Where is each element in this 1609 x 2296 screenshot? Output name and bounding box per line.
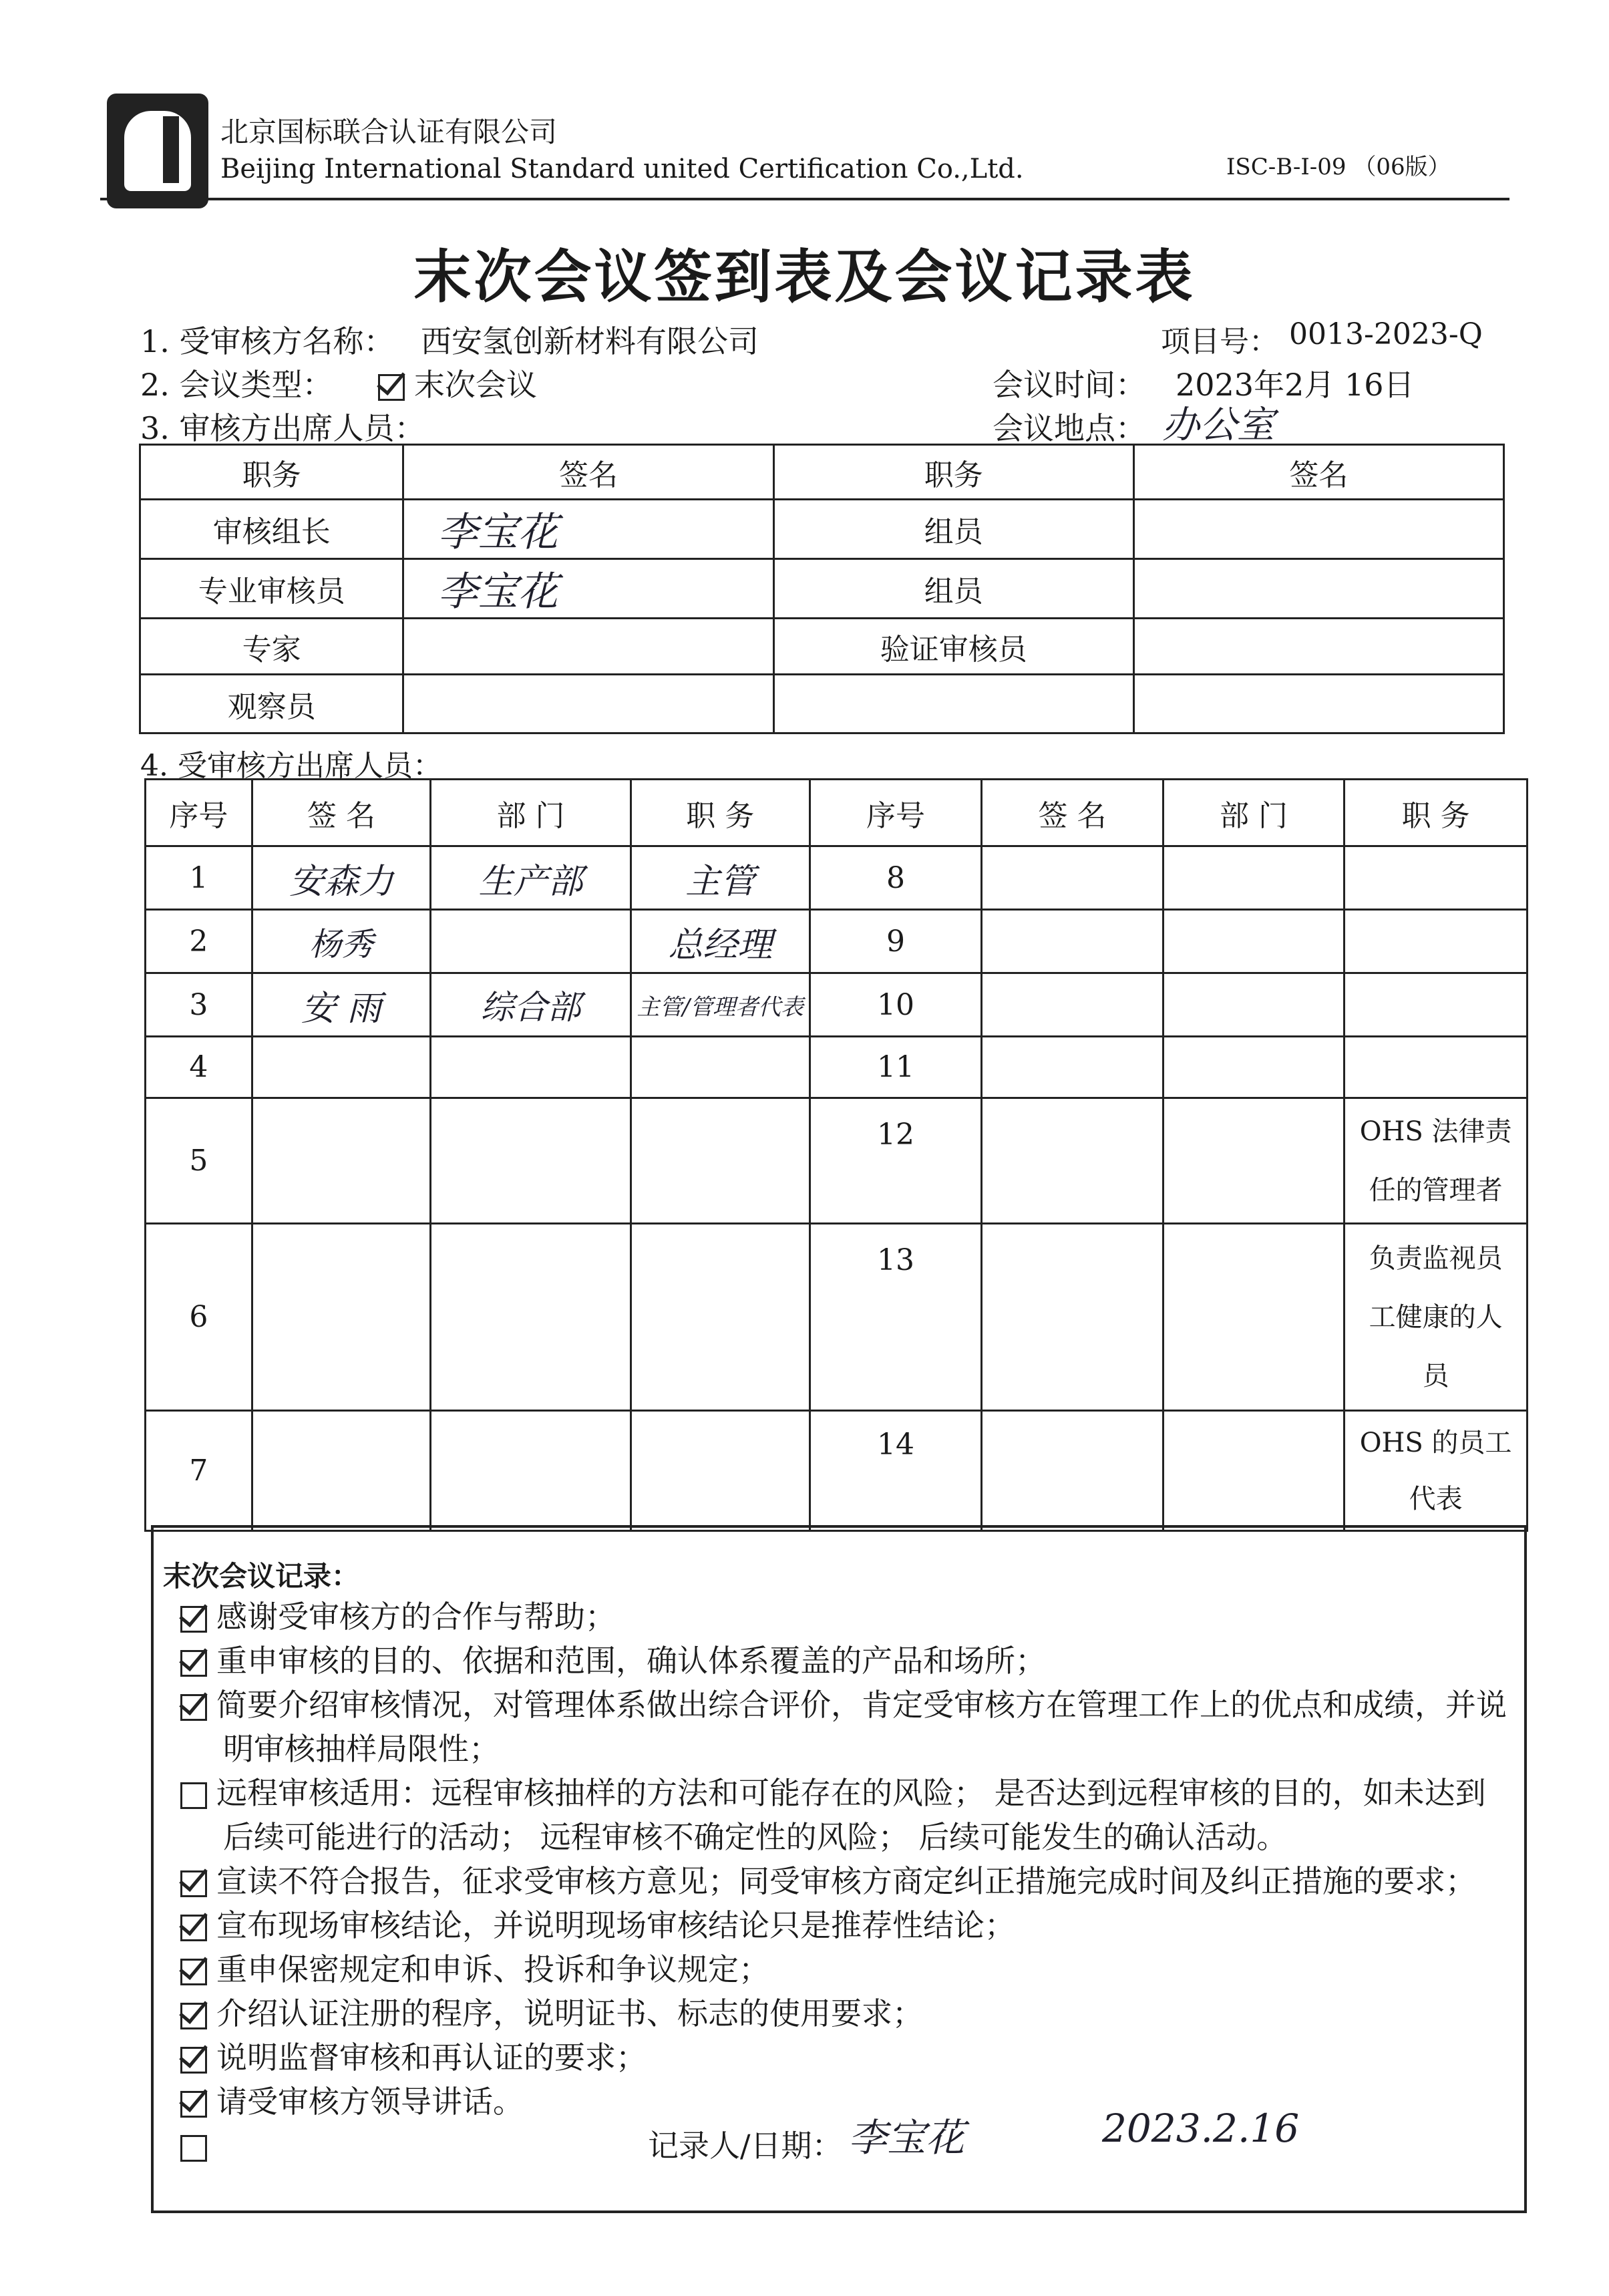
attendee-signature: 安森力 xyxy=(252,846,431,910)
recorder-signature: 李宝花 xyxy=(848,2115,965,2160)
row-number: 3 xyxy=(146,973,252,1037)
attendee-department xyxy=(1163,1411,1345,1531)
row-number: 4 xyxy=(146,1037,252,1098)
role-cell: 组员 xyxy=(773,559,1133,619)
row-number: 5 xyxy=(146,1098,252,1224)
record-item xyxy=(180,2080,1509,2124)
role-cell xyxy=(773,675,1133,733)
role-cell: 组员 xyxy=(773,500,1133,559)
attendee-position: 总经理 xyxy=(631,910,810,973)
record-checkbox[interactable] xyxy=(180,1650,207,1677)
meeting-type-value: 末次会议 xyxy=(414,367,537,403)
record-checkbox[interactable] xyxy=(180,1782,207,1809)
record-item xyxy=(180,1859,1509,1903)
record-item-text: 介绍认证注册的程序，说明证书、标志的使用要求； xyxy=(216,1995,923,2031)
attendee-row xyxy=(146,1224,1528,1411)
record-checkbox[interactable] xyxy=(180,2091,207,2118)
attendee-row xyxy=(146,910,1528,973)
page-title: 末次会议签到表及会议记录表 xyxy=(413,243,1196,311)
attendee-signature xyxy=(252,1037,431,1098)
attendee-position: OHS 的员工代表 xyxy=(1345,1411,1528,1531)
record-item-text: 重申保密规定和申诉、投诉和争议规定； xyxy=(216,1951,769,1987)
attendees-header: 职 务 xyxy=(1345,780,1528,846)
attendee-position: OHS 法律责任的管理者 xyxy=(1345,1098,1528,1224)
attendees-header: 签 名 xyxy=(982,780,1164,846)
row-number: 7 xyxy=(146,1411,252,1531)
auditee-attendees-label: 4. 受审核方出席人员： xyxy=(140,749,442,783)
meeting-place-label: 会议地点： xyxy=(993,410,1146,446)
attendee-department: 生产部 xyxy=(431,846,631,910)
record-checkbox[interactable] xyxy=(180,1606,207,1633)
meeting-time-label: 会议时间： xyxy=(993,367,1146,403)
attendee-row xyxy=(146,973,1528,1037)
attendee-department xyxy=(1163,1224,1345,1411)
record-item xyxy=(180,1903,1509,1947)
attendee-department xyxy=(431,1224,631,1411)
attendee-department xyxy=(431,1037,631,1098)
attendee-position xyxy=(631,1411,810,1531)
role-cell: 观察员 xyxy=(140,675,403,733)
role-cell: 专业审核员 xyxy=(140,559,403,619)
meeting-type-label: 2. 会议类型： xyxy=(140,367,333,403)
attendee-department xyxy=(431,910,631,973)
attendee-position xyxy=(1345,1037,1528,1098)
record-item-text: 请受审核方领导讲话。 xyxy=(216,2084,524,2120)
audit-team-header: 职务 xyxy=(140,445,403,500)
recorder-date: 2023.2.16 xyxy=(1102,2106,1300,2151)
attendees-header: 序号 xyxy=(810,780,982,846)
auditor-attendees-label: 3. 审核方出席人员： xyxy=(140,410,425,446)
audit-team-row xyxy=(140,500,1504,559)
attendee-signature xyxy=(982,1411,1164,1531)
audit-team-row xyxy=(140,619,1504,675)
record-checkbox[interactable] xyxy=(180,2003,207,2029)
signature-cell xyxy=(1133,619,1503,675)
attendee-department xyxy=(1163,973,1345,1037)
meeting-time-value: 2023年2月 16日 xyxy=(1176,367,1415,403)
row-number: 9 xyxy=(810,910,982,973)
attendee-row xyxy=(146,1037,1528,1098)
audit-team-row xyxy=(140,559,1504,619)
row-number: 2 xyxy=(146,910,252,973)
attendee-department xyxy=(1163,1098,1345,1224)
attendee-position xyxy=(1345,846,1528,910)
record-item xyxy=(180,1771,1509,1859)
audit-team-row xyxy=(140,675,1504,733)
attendees-header: 签 名 xyxy=(252,780,431,846)
signature-cell xyxy=(1133,675,1503,733)
attendees-table xyxy=(144,778,1528,1532)
record-item xyxy=(180,1595,1509,1639)
record-item-text: 重申审核的目的、依据和范围，确认体系覆盖的产品和场所； xyxy=(216,1643,1046,1679)
row-number: 13 xyxy=(810,1224,982,1411)
header-divider xyxy=(100,198,1509,200)
attendee-position xyxy=(631,1037,810,1098)
row-number: 1 xyxy=(146,846,252,910)
meeting-type-option xyxy=(378,361,537,405)
attendee-signature xyxy=(982,973,1164,1037)
audit-team-header: 签名 xyxy=(403,445,773,500)
auditee-label: 1. 受审核方名称： xyxy=(140,323,395,359)
signature-cell xyxy=(403,619,773,675)
attendee-department xyxy=(1163,846,1345,910)
attendee-position xyxy=(631,1098,810,1224)
record-item xyxy=(180,1991,1509,2035)
meeting-record-heading: 末次会议记录： xyxy=(163,1560,360,1593)
attendee-department xyxy=(431,1098,631,1224)
audit-team-header-row xyxy=(140,445,1504,500)
attendee-row xyxy=(146,846,1528,910)
row-number: 11 xyxy=(810,1037,982,1098)
attendee-signature: 杨秀 xyxy=(252,910,431,973)
attendee-signature xyxy=(982,1224,1164,1411)
row-number: 10 xyxy=(810,973,982,1037)
attendee-signature xyxy=(252,1411,431,1531)
record-item xyxy=(180,1639,1509,1683)
record-item-text: 简要介绍审核情况，对管理体系做出综合评价，肯定受审核方在管理工作上的优点和成绩，并说明审核抽样局限性； xyxy=(216,1687,1507,1767)
record-item-text: 远程审核适用：远程审核抽样的方法和可能存在的风险； 是否达到远程审核的目的，如未达到后续可能进行的活动； 远程审核不确定性的风险； 后续可能发生的确认活动。 xyxy=(216,1775,1486,1855)
company-name-cn: 北京国标联合认证有限公司 xyxy=(220,116,558,148)
attendees-header: 部 门 xyxy=(431,780,631,846)
record-checkbox[interactable] xyxy=(180,1915,207,1941)
attendee-signature xyxy=(252,1224,431,1411)
signature-cell xyxy=(1133,559,1503,619)
meeting-record-box xyxy=(151,1525,1527,2213)
attendee-signature xyxy=(982,846,1164,910)
role-cell: 专家 xyxy=(140,619,403,675)
form-code: ISC-B-I-09 （06版） xyxy=(1226,154,1451,180)
signature-cell xyxy=(403,675,773,733)
attendee-position: 主管 xyxy=(631,846,810,910)
company-name-en: Beijing International Standard united Certification Co.,Ltd. xyxy=(220,154,1024,184)
attendee-row xyxy=(146,1098,1528,1224)
company-logo xyxy=(107,94,208,208)
attendee-position xyxy=(1345,973,1528,1037)
attendee-department xyxy=(1163,1037,1345,1098)
row-number: 12 xyxy=(810,1098,982,1224)
attendee-department xyxy=(1163,910,1345,973)
record-item xyxy=(180,1947,1509,1991)
attendee-position: 负责监视员工健康的人员 xyxy=(1345,1224,1528,1411)
record-item-text: 宣布现场审核结论，并说明现场审核结论只是推荐性结论； xyxy=(216,1907,1015,1943)
audit-team-table xyxy=(139,444,1505,734)
attendee-department: 综合部 xyxy=(431,973,631,1037)
attendee-department xyxy=(431,1411,631,1531)
signature-cell: 李宝花 xyxy=(403,500,773,559)
row-number: 8 xyxy=(810,846,982,910)
row-number: 6 xyxy=(146,1224,252,1411)
record-checkbox[interactable] xyxy=(180,2047,207,2074)
project-value: 0013-2023-Q xyxy=(1289,317,1483,351)
audit-team-header: 签名 xyxy=(1133,445,1503,500)
attendee-signature xyxy=(982,910,1164,973)
signature-cell: 李宝花 xyxy=(403,559,773,619)
record-item-text: 宣读不符合报告，征求受审核方意见；同受审核方商定纠正措施完成时间及纠正措施的要求； xyxy=(216,1863,1476,1899)
record-item xyxy=(180,2035,1509,2080)
signature-cell xyxy=(1133,500,1503,559)
meeting-place-value: 办公室 xyxy=(1162,403,1274,447)
attendee-position xyxy=(631,1224,810,1411)
record-checkbox[interactable] xyxy=(180,1959,207,1985)
recorder-label: 记录人/日期： xyxy=(648,2128,843,2164)
record-item xyxy=(180,1683,1509,1771)
project-label: 项目号： xyxy=(1161,325,1278,359)
attendee-row xyxy=(146,1411,1528,1531)
attendees-header: 部 门 xyxy=(1163,780,1345,846)
record-checkbox[interactable] xyxy=(180,1694,207,1721)
attendee-signature xyxy=(982,1098,1164,1224)
record-checkbox[interactable] xyxy=(180,1870,207,1897)
record-checkbox[interactable] xyxy=(180,2135,207,2162)
attendee-position: 主管/管理者代表 xyxy=(631,973,810,1037)
record-item xyxy=(180,2106,1509,2168)
audit-team-header: 职务 xyxy=(773,445,1133,500)
attendee-signature xyxy=(982,1037,1164,1098)
meeting-type-checkbox[interactable] xyxy=(378,374,405,401)
attendee-position xyxy=(1345,910,1528,973)
record-item-text: 说明监督审核和再认证的要求； xyxy=(216,2039,647,2076)
record-item-list xyxy=(180,1595,1509,2168)
attendees-header: 职 务 xyxy=(631,780,810,846)
attendee-signature: 安 雨 xyxy=(252,973,431,1037)
attendees-header: 序号 xyxy=(146,780,252,846)
attendees-header-row xyxy=(146,780,1528,846)
role-cell: 验证审核员 xyxy=(773,619,1133,675)
attendee-signature xyxy=(252,1098,431,1224)
role-cell: 审核组长 xyxy=(140,500,403,559)
row-number: 14 xyxy=(810,1411,982,1531)
auditee-value: 西安氢创新材料有限公司 xyxy=(421,323,759,359)
record-item-text: 感谢受审核方的合作与帮助； xyxy=(216,1599,616,1635)
